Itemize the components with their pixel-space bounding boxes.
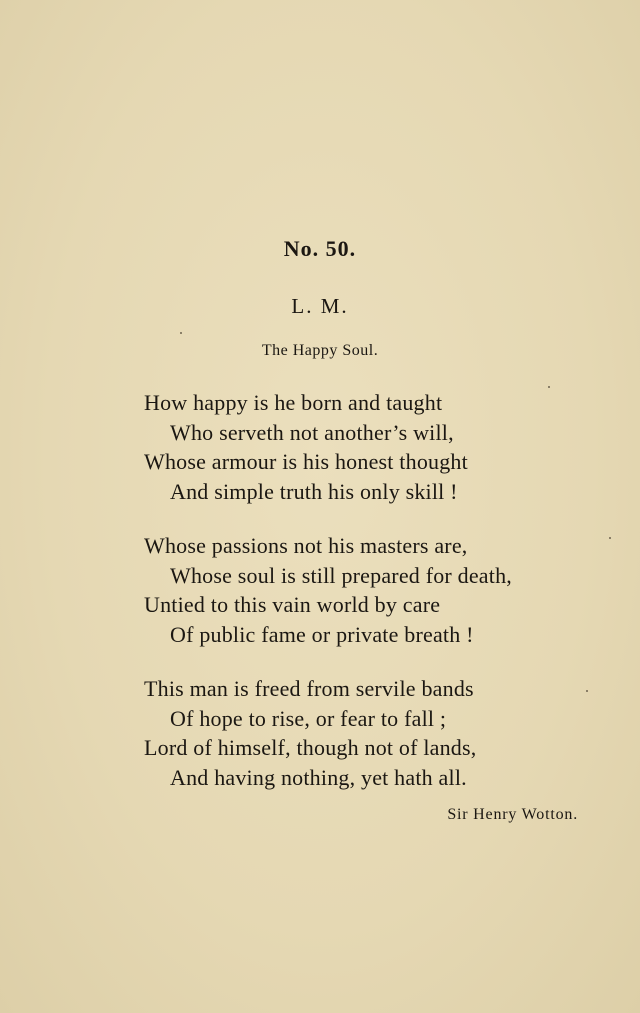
stanza — [144, 388, 604, 506]
poem-line: Whose armour is his honest thought — [144, 449, 468, 474]
hymn-number: No. 50. — [283, 236, 357, 261]
paper-speck — [609, 537, 611, 539]
poem-line: Untied to this vain world by care — [144, 592, 441, 617]
hymn-meter: L. M. — [291, 294, 349, 318]
poem-line: This man is freed from servile bands — [144, 676, 474, 701]
poem-line: Of hope to rise, or fear to fall ; — [170, 705, 447, 731]
poem-line: Who serveth not another’s will, — [170, 419, 454, 445]
poem-line: Whose passions not his masters are, — [144, 533, 468, 558]
poem-line: And having nothing, yet hath all. — [170, 764, 467, 790]
poem-line: Whose soul is still prepared for death, — [170, 562, 512, 588]
poem-line: Of public fame or private breath ! — [170, 621, 474, 647]
poem-title: The Happy Soul. — [261, 342, 379, 359]
poem-line: Lord of himself, though not of lands, — [144, 735, 477, 760]
stanza — [144, 674, 604, 792]
author-attribution: Sir Henry Wotton. — [447, 806, 578, 823]
poem-line: And simple truth his only skill ! — [170, 478, 458, 504]
stanza — [144, 531, 604, 649]
paper-speck — [180, 332, 182, 334]
poem-line: How happy is he born and taught — [144, 390, 443, 415]
